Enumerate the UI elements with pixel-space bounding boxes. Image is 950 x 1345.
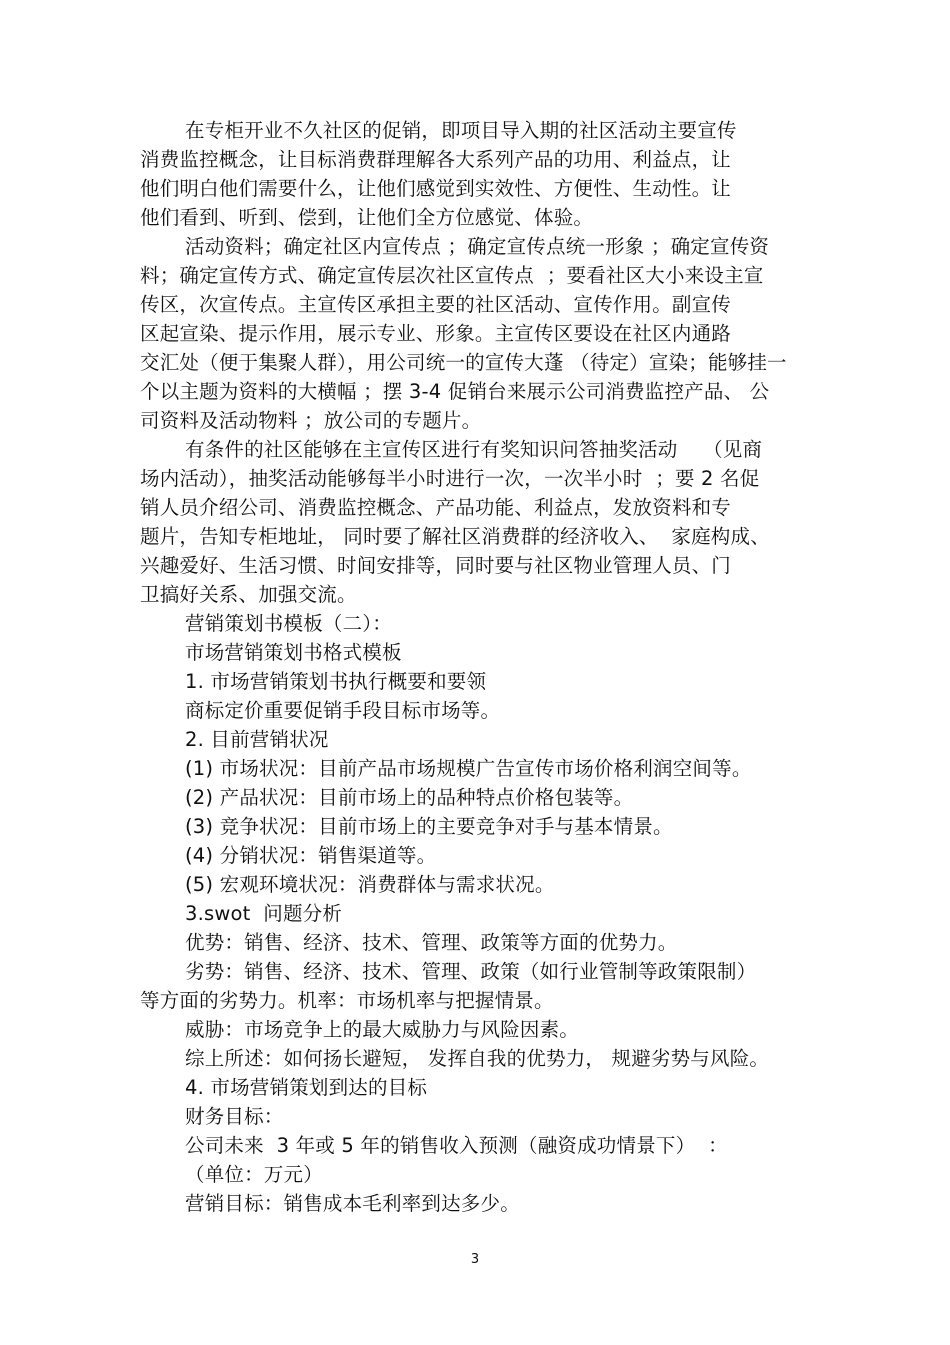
text-line: 他们看到、听到、偿到，让他们全方位感觉、体验。 — [140, 206, 594, 229]
section-heading: 营销策划书模板（二）： — [185, 612, 392, 635]
text-line: 传区，次宣传点。主宣传区承担主要的社区活动、宣传作用。副宣传 — [140, 293, 732, 316]
text-line: 在专柜开业不久社区的促销，即项目导入期的社区活动主要宣传 — [185, 119, 737, 142]
text-line: 区起宣染、提示作用，展示专业、形象。主宣传区要设在社区内通路 — [140, 322, 732, 345]
list-item: (3) 竞争状况：目前市场上的主要竞争对手与基本情景。 — [185, 815, 673, 838]
page-number: 3 — [470, 1252, 480, 1267]
text-line: 优势：销售、经济、技术、管理、政策等方面的优势力。 — [185, 931, 678, 954]
text-line: 个以主题为资料的大横幅 ；摆 3-4 促销台来展示公司消费监控产品、 公 — [140, 380, 770, 403]
text-line: 他们明白他们需要什么，让他们感觉到实效性、方便性、生动性。让 — [140, 177, 732, 200]
list-item: (5) 宏观环境状况：消费群体与需求状况。 — [185, 873, 555, 896]
text-line: 活动资料；确定社区内宣传点 ；确定宣传点统一形象 ；确定宣传资 — [185, 235, 770, 258]
text-line: 场内活动），抽奖活动能够每半小时进行一次，一次半小时 ；要 2 名促 — [140, 467, 760, 490]
text-line: 威胁：市场竞争上的最大威胁力与风险因素。 — [185, 1018, 580, 1041]
section-heading: 3.swot 问题分析 — [185, 902, 343, 925]
section-heading: 1. 市场营销策划书执行概要和要领 — [185, 670, 487, 693]
text-line: 司资料及活动物料 ；放公司的专题片。 — [140, 409, 482, 432]
text-line: 综上所述：如何扬长避短， 发挥自我的优势力， 规避劣势与风险。 — [185, 1047, 770, 1070]
list-item: (4) 分销状况：销售渠道等。 — [185, 844, 437, 867]
text-line: 等方面的劣势力。机率：市场机率与把握情景。 — [140, 989, 554, 1012]
text-line: 料；确定宣传方式、确定宣传层次社区宣传点 ；要看社区大小来设主宣 — [140, 264, 764, 287]
text-line: 营销目标：销售成本毛利率到达多少。 — [185, 1192, 520, 1215]
list-item: (1) 市场状况：目前产品市场规模广告宣传市场价格利润空间等。 — [185, 757, 752, 780]
section-heading: 市场营销策划书格式模板 — [185, 641, 402, 664]
text-line: 消费监控概念，让目标消费群理解各大系列产品的功用、利益点，让 — [140, 148, 732, 171]
text-line: 有条件的社区能够在主宣传区进行有奖知识问答抽奖活动 （见商 — [185, 438, 763, 461]
section-heading: 4. 市场营销策划到达的目标 — [185, 1076, 428, 1099]
text-line: 兴趣爱好、生活习惯、时间安排等，同时要与社区物业管理人员、门 — [140, 554, 732, 577]
text-line: 交汇处（便于集聚人群），用公司统一的宣传大蓬 （待定）宣染；能够挂一 — [140, 351, 787, 374]
text-line: 财务目标： — [185, 1105, 284, 1128]
text-line: 卫搞好关系、加强交流。 — [140, 583, 357, 606]
text-line: 公司未来 3 年或 5 年的销售收入预测（融资成功情景下） ： — [185, 1134, 728, 1157]
text-line: 销人员介绍公司、消费监控概念、产品功能、利益点，发放资料和专 — [140, 496, 732, 519]
text-line: 商标定价重要促销手段目标市场等。 — [185, 699, 501, 722]
list-item: (2) 产品状况：目前市场上的品种特点价格包装等。 — [185, 786, 634, 809]
section-heading: 2. 目前营销状况 — [185, 728, 329, 751]
text-line: （单位：万元） — [185, 1163, 323, 1186]
text-line: 题片，告知专柜地址， 同时要了解社区消费群的经济收入、 家庭构成、 — [140, 525, 770, 548]
text-line: 劣势：销售、经济、技术、管理、政策（如行业管制等政策限制） — [185, 960, 757, 983]
